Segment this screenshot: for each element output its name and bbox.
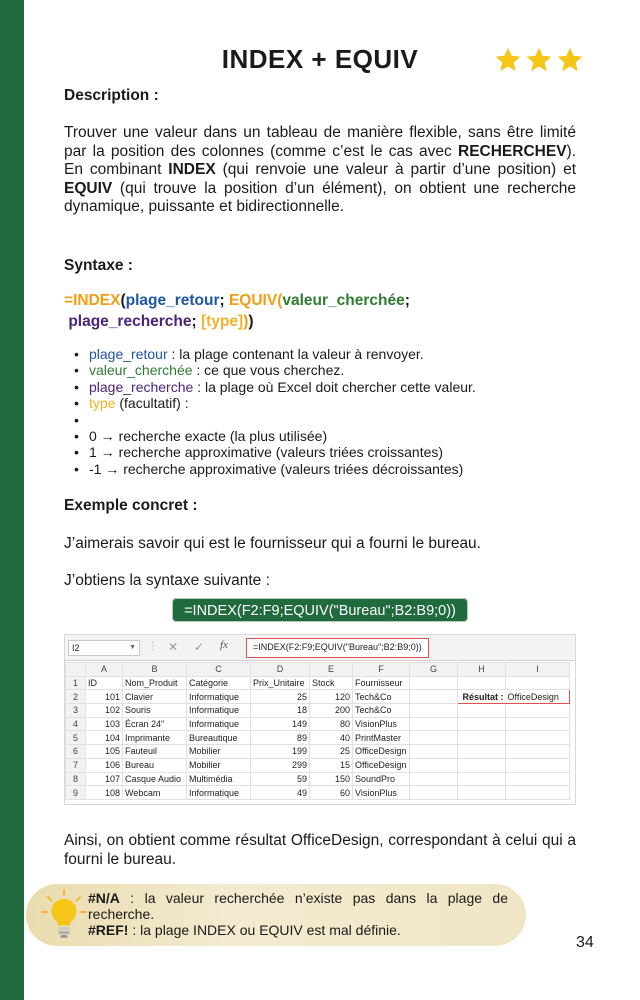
cell[interactable]: [458, 704, 506, 718]
column-header[interactable]: B: [123, 663, 187, 677]
cell[interactable]: Prix_Unitaire: [251, 676, 310, 690]
page-title: INDEX + EQUIV: [221, 44, 419, 74]
cell[interactable]: [410, 745, 458, 759]
cell[interactable]: SoundPro: [353, 772, 410, 786]
cell[interactable]: [410, 676, 458, 690]
check-icon[interactable]: ✓: [194, 640, 205, 654]
formula-bar: [65, 635, 576, 661]
cell[interactable]: [410, 772, 458, 786]
table-row: [66, 717, 570, 731]
description-heading: Description :: [64, 87, 159, 104]
cell[interactable]: [506, 772, 570, 786]
column-header[interactable]: F: [353, 663, 410, 677]
star-icon: [556, 46, 584, 74]
cell[interactable]: 49: [251, 786, 310, 800]
formula-input[interactable]: =INDEX(F2:F9;EQUIV("Bureau";B2:B9;0)): [246, 638, 429, 658]
list-item: • 0 → recherche exacte (la plus utilisée): [64, 428, 576, 444]
list-item: • 1 → recherche approximative (valeurs triées croissantes): [64, 444, 576, 460]
cell[interactable]: 60: [310, 786, 353, 800]
row-header[interactable]: 5: [66, 731, 86, 745]
column-header[interactable]: C: [187, 663, 251, 677]
conclusion-paragraph: Ainsi, on obtient comme résultat OfficeDesign, correspondant à celui qui a fourni le bureau.: [64, 832, 576, 868]
cell[interactable]: 299: [251, 758, 310, 772]
cell[interactable]: [458, 745, 506, 759]
cell[interactable]: [458, 676, 506, 690]
page-side-bar: [0, 0, 24, 1000]
cell[interactable]: Clavier: [123, 690, 187, 704]
cell[interactable]: [410, 690, 458, 704]
select-all-corner[interactable]: [66, 663, 86, 677]
cell[interactable]: OfficeDesign: [353, 758, 410, 772]
error-code-ref: #REF!: [88, 922, 129, 939]
list-item: • plage_retour : la plage contenant la valeur à renvoyer.: [64, 346, 576, 362]
cell[interactable]: 80: [310, 717, 353, 731]
cell[interactable]: VisionPlus: [353, 717, 410, 731]
cell[interactable]: 105: [86, 745, 123, 759]
cell[interactable]: Informatique: [187, 717, 251, 731]
cell[interactable]: 59: [251, 772, 310, 786]
cell[interactable]: Souris: [123, 704, 187, 718]
syntax-heading: Syntaxe :: [64, 257, 133, 274]
cell[interactable]: 40: [310, 731, 353, 745]
example-formula: =INDEX(F2:F9;EQUIV("Bureau";B2:B9;0)): [172, 598, 468, 622]
plage-retour-arg: plage_retour: [125, 292, 220, 309]
cell[interactable]: 89: [251, 731, 310, 745]
column-header[interactable]: I: [506, 663, 570, 677]
type-arg: [type]: [201, 313, 244, 330]
table-row: [66, 731, 570, 745]
row-header[interactable]: 9: [66, 786, 86, 800]
column-header[interactable]: D: [251, 663, 310, 677]
sheet-grid: [65, 662, 570, 800]
cell[interactable]: Stock: [310, 676, 353, 690]
cell[interactable]: Informatique: [187, 690, 251, 704]
row-header[interactable]: 1: [66, 676, 86, 690]
cell[interactable]: Écran 24": [123, 717, 187, 731]
table-row: [66, 786, 570, 800]
list-item: • -1 → recherche approximative (valeurs triées décroissantes): [64, 461, 576, 477]
cell[interactable]: Informatique: [187, 704, 251, 718]
cell[interactable]: 15: [310, 758, 353, 772]
cell[interactable]: 120: [310, 690, 353, 704]
cell[interactable]: 104: [86, 731, 123, 745]
cell[interactable]: [506, 745, 570, 759]
cell[interactable]: [410, 704, 458, 718]
cell[interactable]: Imprimante: [123, 731, 187, 745]
star-icon: [525, 46, 553, 74]
column-header[interactable]: G: [410, 663, 458, 677]
chevron-down-icon: ▼: [129, 644, 136, 651]
tip-text: #N/A : la valeur recherchée n’existe pas dans la plage de recherche. #REF! : la plage INDEX ou EQUIV est mal définie.: [88, 890, 508, 939]
index-term: INDEX: [168, 161, 216, 178]
cell[interactable]: Casque Audio: [123, 772, 187, 786]
cell[interactable]: Nom_Produit: [123, 676, 187, 690]
difficulty-rating: [494, 46, 584, 74]
cell[interactable]: [410, 786, 458, 800]
table-row: [66, 690, 570, 704]
cell[interactable]: Bureautique: [187, 731, 251, 745]
cell[interactable]: [458, 772, 506, 786]
cell[interactable]: 102: [86, 704, 123, 718]
cell[interactable]: Fauteuil: [123, 745, 187, 759]
cell[interactable]: Tech&Co: [353, 704, 410, 718]
cell[interactable]: [410, 731, 458, 745]
row-header[interactable]: 8: [66, 772, 86, 786]
argument-list: [64, 346, 576, 477]
cell[interactable]: ID: [86, 676, 123, 690]
cell[interactable]: [458, 731, 506, 745]
table-row: [66, 772, 570, 786]
cell[interactable]: [506, 731, 570, 745]
cell[interactable]: 107: [86, 772, 123, 786]
star-icon: [494, 46, 522, 74]
example-paragraph: J’aimerais savoir qui est le fournisseur qui a fourni le bureau.: [64, 535, 481, 552]
cell[interactable]: [506, 717, 570, 731]
row-header[interactable]: 2: [66, 690, 86, 704]
column-header[interactable]: A: [86, 663, 123, 677]
row-header[interactable]: 7: [66, 758, 86, 772]
row-header[interactable]: 4: [66, 717, 86, 731]
cell[interactable]: [458, 717, 506, 731]
cell[interactable]: 108: [86, 786, 123, 800]
list-item: • valeur_cherchée : ce que vous cherchez.: [64, 362, 576, 378]
cell[interactable]: [410, 758, 458, 772]
cell[interactable]: Informatique: [187, 786, 251, 800]
cell[interactable]: Multimédia: [187, 772, 251, 786]
cell[interactable]: 200: [310, 704, 353, 718]
name-box[interactable]: I2 ▼: [68, 640, 140, 656]
error-code-na: #N/A: [88, 890, 120, 906]
cell[interactable]: [410, 717, 458, 731]
list-item: • plage_recherche : la plage où Excel doit chercher cette valeur.: [64, 379, 576, 395]
result-value-cell[interactable]: OfficeDesign: [506, 690, 570, 704]
result-label-cell[interactable]: Résultat :: [458, 690, 506, 704]
column-header-row: [66, 663, 570, 677]
table-row: [66, 704, 570, 718]
cell[interactable]: 25: [310, 745, 353, 759]
description-paragraph: Trouver une valeur dans un tableau de manière flexible, sans être limité par la position des colonnes (comme c’est le cas avec RECHERCHEV). En combinant INDEX (qui renvoie une valeur à partir d’une position) et EQUIV (qui trouve la position d’un élément), on obtient une recherche dynamique, puissante et bidirectionnelle.: [64, 124, 576, 215]
valeur-cherchee-arg: valeur_cherchée: [282, 292, 405, 309]
example-lead-in: J’obtiens la syntaxe suivante :: [64, 572, 270, 589]
cell[interactable]: [506, 704, 570, 718]
table-row: [66, 745, 570, 759]
list-item: • type (facultatif) :: [64, 395, 576, 411]
equiv-term: EQUIV: [64, 179, 113, 197]
cell[interactable]: Webcam: [123, 786, 187, 800]
cell[interactable]: [506, 758, 570, 772]
cell[interactable]: 106: [86, 758, 123, 772]
plage-recherche-arg: plage_recherche: [68, 313, 192, 330]
cell[interactable]: Mobilier: [187, 745, 251, 759]
row-header[interactable]: 3: [66, 704, 86, 718]
cell[interactable]: 199: [251, 745, 310, 759]
syntax-formula: =INDEX(plage_retour; EQUIV(valeur_cherchée; plage_recherche; [type])): [64, 292, 410, 330]
index-function: INDEX: [73, 292, 121, 309]
cell[interactable]: Catégorie: [187, 676, 251, 690]
lightbulb-icon: [36, 886, 92, 942]
cell[interactable]: PrintMaster: [353, 731, 410, 745]
cell[interactable]: [506, 676, 570, 690]
column-header[interactable]: E: [310, 663, 353, 677]
row-header[interactable]: 6: [66, 745, 86, 759]
spreadsheet-screenshot: [64, 634, 576, 805]
cancel-icon[interactable]: ✕: [168, 640, 179, 654]
cell[interactable]: Bureau: [123, 758, 187, 772]
cell[interactable]: 150: [310, 772, 353, 786]
cell[interactable]: 103: [86, 717, 123, 731]
cell[interactable]: Fournisseur: [353, 676, 410, 690]
cell[interactable]: OfficeDesign: [353, 745, 410, 759]
cell[interactable]: 149: [251, 717, 310, 731]
cell[interactable]: [458, 758, 506, 772]
cell[interactable]: [506, 786, 570, 800]
table-row: [66, 758, 570, 772]
cell[interactable]: 25: [251, 690, 310, 704]
page-number: 34: [576, 934, 594, 951]
cell[interactable]: Tech&Co: [353, 690, 410, 704]
recherchev-term: RECHERCHEV: [458, 142, 567, 160]
cell[interactable]: [458, 786, 506, 800]
table-row: [66, 676, 570, 690]
cell[interactable]: Mobilier: [187, 758, 251, 772]
cell[interactable]: 101: [86, 690, 123, 704]
example-heading: Exemple concret :: [64, 497, 198, 514]
function-icon[interactable]: fx: [220, 639, 228, 651]
equiv-function: EQUIV: [228, 292, 278, 309]
more-icon: ⋮: [148, 641, 158, 652]
cell[interactable]: 18: [251, 704, 310, 718]
column-header[interactable]: H: [458, 663, 506, 677]
cell[interactable]: VisionPlus: [353, 786, 410, 800]
list-item-empty: [64, 412, 576, 428]
